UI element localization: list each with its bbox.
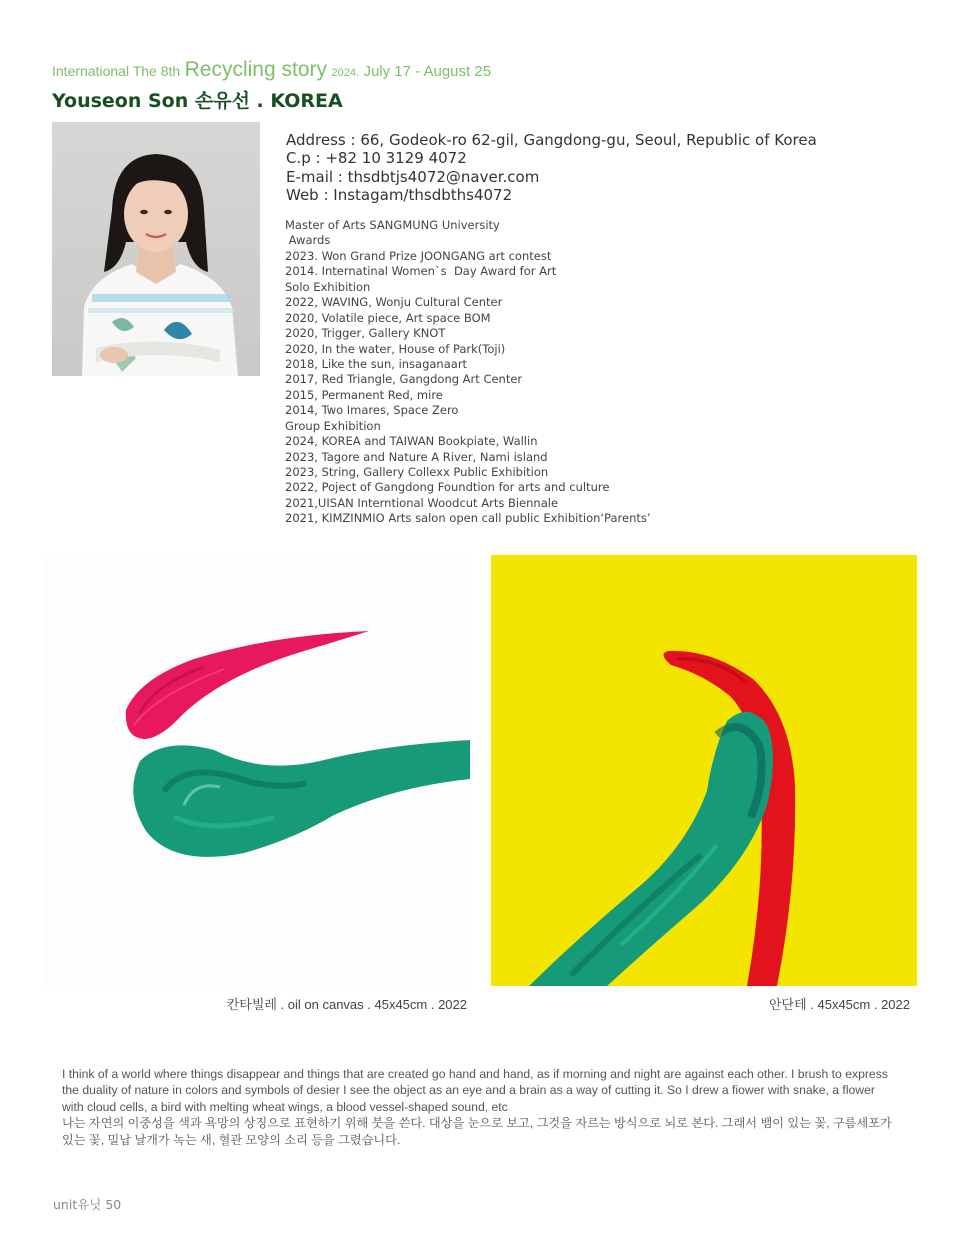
- bio-line: 2014, Two Imares, Space Zero: [285, 403, 459, 418]
- header-year: 2024.: [331, 67, 359, 79]
- bio-line: 2022, Poject of Gangdong Foundtion for arts and culture: [285, 480, 610, 495]
- bio-line: 2023, String, Gallery Collexx Public Exhibition: [285, 465, 549, 479]
- artwork-andante: [491, 555, 917, 986]
- bio-line: 2020, Trigger, Gallery KNOT: [285, 326, 446, 341]
- bio-line: 2020, Volatile piece, Art space BOM: [285, 310, 491, 325]
- contact-phone: C.p : +82 10 3129 4072: [286, 149, 467, 168]
- page-number: unit유닛 50: [53, 1197, 122, 1212]
- bio-line: 2018, Like the sun, insaganaart: [285, 356, 468, 371]
- bio-line: 2023. Won Grand Prize JOONGANG art contest: [285, 248, 552, 263]
- artwork-cantabile: [44, 555, 470, 986]
- contact-web[interactable]: Web : Instagam/thsdbths4072: [286, 185, 513, 204]
- bio-line: 2020, In the water, House of Park(Toji): [285, 341, 506, 356]
- bio-line: Awards: [285, 233, 331, 248]
- statement-english: I think of a world where things disappear and things that are created go hand and hand, as if morning and night are against each other. I brush to express the duality of nature in colors and symbols of desier I see the object as an eye and a brain as a way of cutting it. So I drew a fiower with snake, a flower with cloud cells, a bird with melting wheat wings, a blood vessel-shaped sound, etc: [62, 1067, 888, 1114]
- bio-line: Group Exhibition: [285, 418, 381, 433]
- bio-line: 2022, WAVING, Wonju Cultural Center: [285, 295, 503, 310]
- header-prefix: International The 8th: [52, 63, 181, 79]
- header-dates: July 17 - August 25: [363, 63, 492, 80]
- bio-line: 2017, Red Triangle, Gangdong Art Center: [285, 372, 523, 387]
- artwork-caption: 칸타빌레 . oil on canvas . 45x45cm . 2022: [226, 997, 467, 1012]
- contact-email[interactable]: E-mail : thsdbtjs4072@naver.com: [286, 167, 540, 186]
- header-title: Recycling story: [184, 58, 328, 81]
- contact-address: Address : 66, Godeok-ro 62-gil, Gangdong-gu, Seoul, Republic of Korea: [286, 131, 817, 149]
- bio-line: 2015, Permanent Red, mire: [285, 387, 443, 402]
- bio-line: 2014. Internatinal Women`s Day Award for Art: [285, 264, 557, 279]
- bio-line: 2024, KOREA and TAIWAN Bookpiate, Wallin: [285, 434, 538, 449]
- artist-name: Youseon Son 손유선 . KOREA: [52, 90, 343, 112]
- exhibition-header: [52, 58, 491, 82]
- contact-info: [286, 131, 817, 204]
- bio-line: 2021, KIMZINMIO Arts salon open call public Exhibition‘Parents’: [285, 511, 651, 526]
- statement-korean: 나는 자연의 이중성을 색과 욕망의 상징으로 표현하기 위해 붓을 쓴다. 대상을 눈으로 보고, 그것을 자르는 방식으로 뇌로 본다. 그래서 뱀이 있는 꽃, 구름세포가 있는 꽃, 밀납 날개가 녹는 새, 혈관 모양의 소리 등을 그렸습니다.: [62, 1116, 892, 1147]
- bio-line: Master of Arts SANGMUNG University: [285, 218, 500, 232]
- artist-biography: [285, 218, 651, 527]
- bio-line: 2021,UISAN Interntional Woodcut Arts Biennale: [285, 495, 559, 510]
- bio-line: Solo Exhibition: [285, 279, 371, 294]
- artwork-caption: 안단테 . 45x45cm . 2022: [768, 997, 910, 1012]
- artist-statement: [62, 1066, 898, 1148]
- bio-line: 2023, Tagore and Nature A River, Nami island: [285, 449, 548, 464]
- artist-portrait: [52, 122, 260, 376]
